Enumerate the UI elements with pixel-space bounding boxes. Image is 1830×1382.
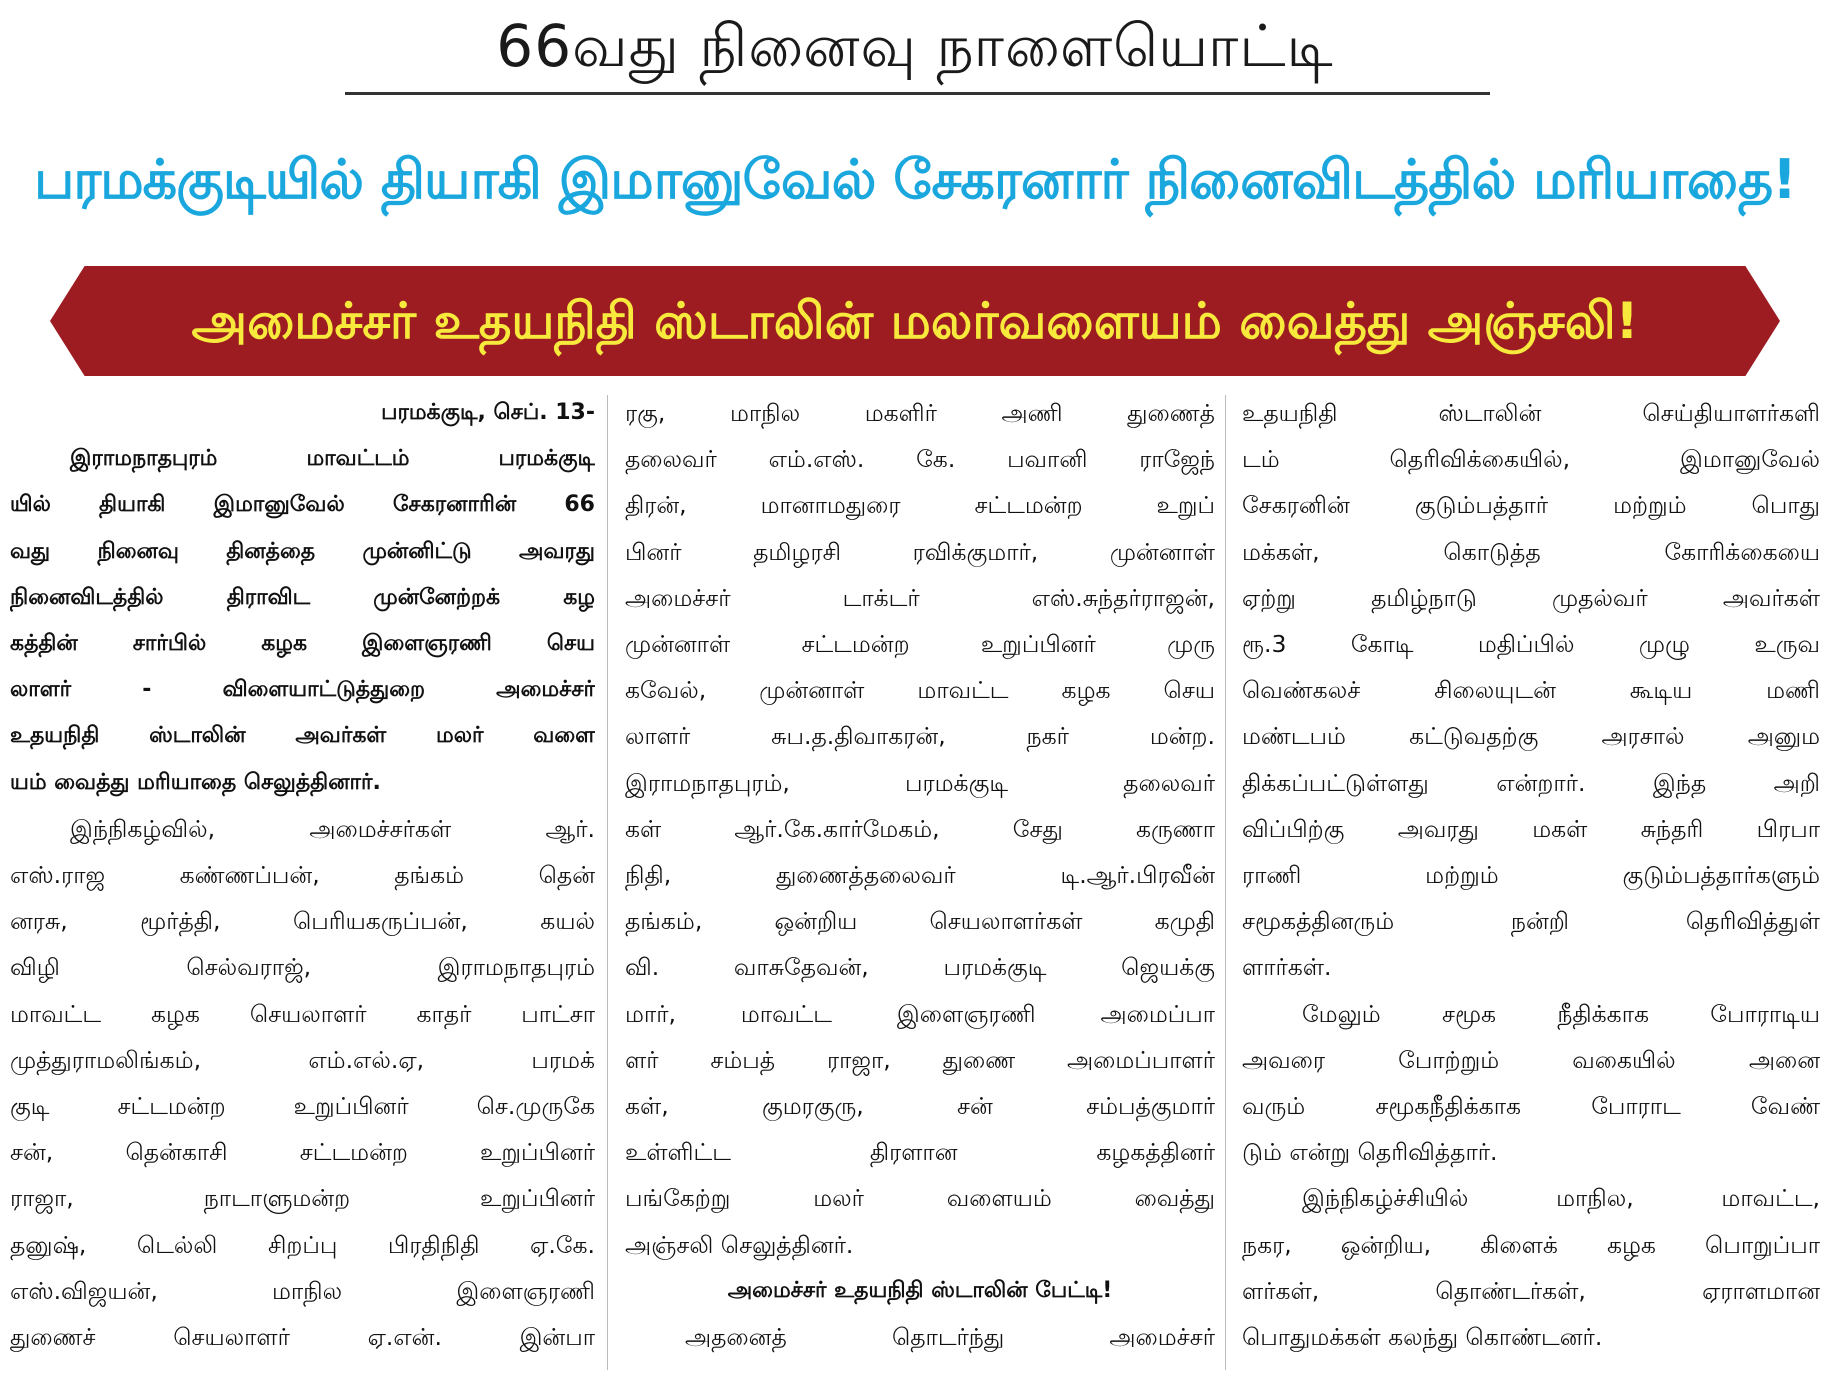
text-line: மண்டபம் கட்டுவதற்கு அரசால் அனும: [1242, 722, 1820, 751]
text-line: லாளர் - விளையாட்டுத்துறை அமைச்சர்: [10, 677, 595, 703]
text-line: இந்நிகழ்ச்சியில் மாநில, மாவட்ட,: [1302, 1184, 1820, 1213]
dateline: பரமக்குடி, செப். 13-: [381, 400, 595, 425]
text-line: டம் தெரிவிக்கையில், இமானுவேல்: [1242, 445, 1820, 474]
text-line: உதயநிதி ஸ்டாலின் அவர்கள் மலர் வளை: [10, 723, 595, 749]
text-line: தனுஷ், டெல்லி சிறப்பு பிரதிநிதி ஏ.கே.: [10, 1230, 595, 1259]
text-line: யம் வைத்து மரியாதை செலுத்தினார்.: [10, 769, 381, 795]
text-line: வரும் சமூகநீதிக்காக போராட வேண்: [1242, 1092, 1820, 1121]
text-line: தங்கம், ஒன்றிய செயலாளர்கள் கமுதி: [625, 907, 1215, 936]
text-line: ளார்கள்.: [1242, 953, 1332, 982]
kicker-title: 66வது நினைவு நாளையொட்டி: [496, 12, 1334, 80]
text-line: ராணி மற்றும் குடும்பத்தார்களும்: [1242, 861, 1820, 890]
text-line: மாவட்ட கழக செயலாளர் காதர் பாட்சா: [10, 999, 595, 1028]
text-line: உதயநிதி ஸ்டாலின் செய்தியாளர்களி: [1242, 399, 1820, 427]
text-line: அதனைத் தொடர்ந்து அமைச்சர்: [685, 1323, 1215, 1352]
text-line: பொதுமக்கள் கலந்து கொண்டனர்.: [1242, 1323, 1603, 1352]
text-line: ரகு, மாநில மகளிர் அணி துணைத்: [625, 399, 1215, 427]
text-line: லாளர் சுப.த.திவாகரன், நகர் மன்ற.: [625, 722, 1215, 751]
text-line: இராமநாதபுரம், பரமக்குடி தலைவர்: [625, 768, 1215, 797]
text-line: அமைச்சர் டாக்டர் எஸ்.சுந்தர்ராஜன்,: [625, 583, 1215, 612]
article-body: [10, 390, 1820, 1375]
text-line: சமூகத்தினரும் நன்றி தெரிவித்துள்: [1242, 907, 1820, 936]
text-line: நினைவிடத்தில் திராவிட முன்னேற்றக் கழ: [10, 584, 595, 610]
text-line: பினர் தமிழரசி ரவிக்குமார், முன்னாள்: [625, 537, 1215, 566]
text-line: குடி சட்டமன்ற உறுப்பினர் செ.முருகே: [10, 1092, 595, 1121]
text-line: துணைச் செயலாளர் ஏ.என். இன்பா: [10, 1323, 595, 1352]
article-column-2: [625, 390, 1215, 1375]
text-line: நிதி, துணைத்தலைவர் டி.ஆர்.பிரவீன்: [625, 861, 1215, 890]
section-subheading: அமைச்சர் உதயநிதி ஸ்டாலின் பேட்டி!: [727, 1277, 1113, 1303]
text-line: முன்னாள் சட்டமன்ற உறுப்பினர் முரு: [625, 630, 1215, 659]
text-line: திரன், மானாமதுரை சட்டமன்ற உறுப்: [625, 491, 1215, 520]
text-line: சன், தென்காசி சட்டமன்ற உறுப்பினர்: [10, 1138, 595, 1167]
article-column-1: [10, 390, 595, 1375]
headline: பரமக்குடியில் தியாகி இமானுவேல் சேகரனார் நினைவிடத்தில் மரியாதை!: [34, 148, 1796, 211]
subheadline-text: அமைச்சர் உதயநிதி ஸ்டாலின் மலர்வளையம் வைத்து அஞ்சலி!: [191, 292, 1639, 350]
text-line: கள், குமரகுரு, சன் சம்பத்குமார்: [625, 1092, 1215, 1121]
text-line: எஸ்.ராஜ கண்ணப்பன், தங்கம் தென்: [10, 861, 595, 890]
text-line: வெண்கலச் சிலையுடன் கூடிய மணி: [1242, 676, 1820, 705]
text-line: விழி செல்வராஜ், இராமநாதபுரம்: [10, 953, 595, 982]
text-line: ரூ.3 கோடி மதிப்பில் முழு உருவ: [1242, 630, 1820, 659]
text-line: இந்நிகழ்வில், அமைச்சர்கள் ஆர்.: [70, 814, 595, 843]
text-line: வி. வாசுதேவன், பரமக்குடி ஜெயக்கு: [625, 953, 1215, 982]
text-line: சேகரனின் குடும்பத்தார் மற்றும் பொது: [1242, 491, 1820, 520]
text-line: கவேல், முன்னாள் மாவட்ட கழக செய: [625, 676, 1215, 705]
text-line: டும் என்று தெரிவித்தார்.: [1242, 1138, 1498, 1167]
text-line: ராஜா, நாடாளுமன்ற உறுப்பினர்: [10, 1184, 595, 1213]
text-line: எஸ்.விஜயன், மாநில இளைஞரணி: [10, 1276, 595, 1305]
text-line: பங்கேற்று மலர் வளையம் வைத்து: [625, 1184, 1215, 1213]
text-line: அவரை போற்றும் வகையில் அனை: [1242, 1045, 1820, 1074]
text-line: யில் தியாகி இமானுவேல் சேகரனாரின் 66: [10, 492, 595, 518]
text-line: அஞ்சலி செலுத்தினர்.: [625, 1230, 854, 1259]
text-line: னரசு, மூர்த்தி, பெரியகருப்பன், கயல்: [10, 907, 595, 936]
text-line: தலைவர் எம்.எஸ். கே. பவானி ராஜேந்: [625, 445, 1215, 474]
article-column-3: [1242, 390, 1820, 1375]
text-line: கள் ஆர்.கே.கார்மேகம், சேது கருணா: [625, 814, 1215, 843]
text-line: நகர, ஒன்றிய, கிளைக் கழக பொறுப்பா: [1242, 1230, 1820, 1259]
text-line: மார், மாவட்ட இளைஞரணி அமைப்பா: [625, 999, 1215, 1028]
kicker-underline: [345, 92, 1490, 95]
text-line: திக்கப்பட்டுள்ளது என்றார். இந்த அறி: [1242, 768, 1820, 797]
text-line: ளர்கள், தொண்டர்கள், ஏராளமான: [1242, 1276, 1820, 1305]
text-line: இராமநாதபுரம் மாவட்டம் பரமக்குடி: [70, 446, 595, 472]
text-line: மக்கள், கொடுத்த கோரிக்கையை: [1242, 537, 1820, 566]
text-line: விப்பிற்கு அவரது மகள் சுந்தரி பிரபா: [1242, 814, 1820, 843]
text-line: ளர் சம்பத் ராஜா, துணை அமைப்பாளர்: [625, 1045, 1215, 1074]
text-line: ஏற்று தமிழ்நாடு முதல்வர் அவர்கள்: [1242, 583, 1820, 612]
text-line: முத்துராமலிங்கம், எம்.எல்.ஏ, பரமக்: [10, 1045, 595, 1074]
text-line: கத்தின் சார்பில் கழக இளைஞரணி செய: [10, 631, 595, 657]
text-line: மேலும் சமூக நீதிக்காக போராடிய: [1302, 999, 1820, 1028]
text-line: உள்ளிட்ட திரளான கழகத்தினர்: [625, 1138, 1215, 1167]
text-line: வது நினைவு தினத்தை முன்னிட்டு அவரது: [10, 538, 595, 564]
